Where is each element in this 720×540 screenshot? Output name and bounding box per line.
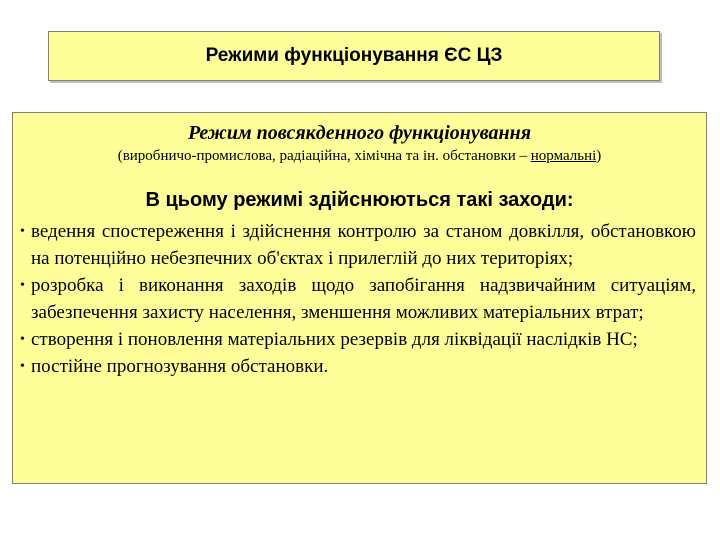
measures-heading: В цьому режимі здійснюються такі заходи: <box>145 189 574 211</box>
mode-title: Режим повсякденного функціонування <box>187 122 532 144</box>
mode-subtitle <box>23 145 696 167</box>
title-box <box>48 31 660 81</box>
slide-title: Режими функціонування ЄС ЦЗ <box>205 45 503 66</box>
bullet-icon: • <box>20 278 25 293</box>
bullet-icon: • <box>20 224 25 239</box>
measures-list <box>20 218 696 380</box>
bullet-icon: • <box>20 332 25 347</box>
subtitle-underlined-word: нормальні <box>530 148 597 164</box>
list-item <box>20 353 696 380</box>
list-item-text: ведення спостереження і здійснення контролю за станом довкілля, обстановкою на потенційно небезпечних об'єктах і прилеглій до них територіях; <box>31 221 696 269</box>
list-item <box>20 272 696 326</box>
list-item <box>20 218 696 272</box>
list-item-text: постійне прогнозування обстановки. <box>31 356 329 377</box>
list-item-text: створення і поновлення матеріальних резервів для ліквідації наслідків НС; <box>31 329 638 350</box>
bullet-icon: • <box>20 359 25 374</box>
subtitle-text-post: ) <box>596 148 602 164</box>
list-item <box>20 326 696 353</box>
content-panel <box>12 112 707 484</box>
subtitle-text-pre: (виробничо-промислова, радіаційна, хімічна та ін. обстановки – <box>117 148 531 164</box>
list-item-text: розробка і виконання заходів щодо запобігання надзвичайним ситуаціям, забезпечення захисту населення, зменшення можливих матеріальних втрат; <box>31 275 696 323</box>
